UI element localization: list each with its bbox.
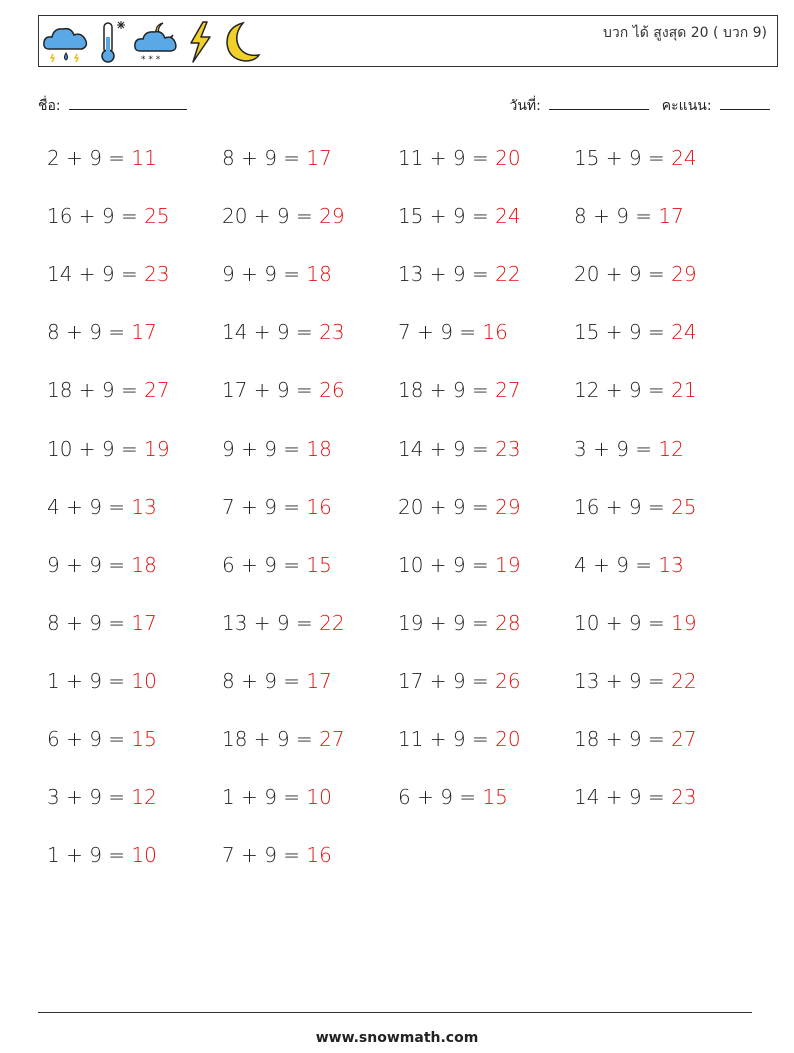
problem-question: 18 + 9 = [574, 727, 672, 751]
problem-question: 1 + 9 = [47, 843, 132, 868]
problem-question: 13 + 9 = [398, 262, 496, 287]
problem-item [398, 495, 521, 519]
problem-answer: 24 [671, 146, 697, 170]
problem-answer: 27 [319, 727, 345, 751]
problem-answer: 16 [306, 843, 332, 868]
problem-question: 20 + 9 = [574, 262, 672, 287]
date-blank[interactable] [549, 97, 649, 110]
problem-item [398, 204, 521, 228]
problem-item [47, 669, 157, 693]
problem-question: 14 + 9 = [398, 436, 496, 461]
problem-item [398, 785, 508, 809]
problem-question: 8 + 9 = [222, 146, 307, 170]
problem-item [398, 669, 521, 693]
problem-question: 1 + 9 = [222, 785, 307, 810]
problem-answer: 17 [131, 610, 157, 635]
problem-question: 13 + 9 = [222, 610, 320, 635]
thermometer-icon [95, 19, 129, 65]
problem-item [47, 785, 157, 809]
problem-answer: 10 [131, 668, 157, 693]
problem-question: 6 + 9 = [222, 552, 307, 577]
problem-answer: 23 [144, 262, 170, 287]
problem-item [574, 785, 697, 809]
problem-answer: 10 [306, 785, 332, 810]
problem-answer: 10 [131, 843, 157, 868]
problem-answer: 29 [495, 494, 521, 519]
problem-question: 8 + 9 = [47, 320, 132, 345]
problem-item [222, 785, 332, 809]
problem-answer: 25 [144, 204, 170, 229]
problem-question: 18 + 9 = [398, 378, 496, 403]
problem-item [47, 378, 170, 402]
problem-answer: 26 [495, 668, 521, 693]
problem-question: 8 + 9 = [47, 610, 132, 635]
problem-item [222, 495, 332, 519]
problem-question: 9 + 9 = [222, 262, 307, 287]
problem-item [398, 262, 521, 286]
problem-answer: 27 [495, 378, 521, 403]
problem-answer: 16 [482, 320, 508, 345]
problem-item [398, 378, 521, 402]
problem-item [574, 262, 697, 286]
problem-answer: 29 [319, 204, 345, 229]
problem-question: 14 + 9 = [222, 320, 320, 345]
problem-item [222, 146, 332, 170]
rain-cloud-icon [41, 19, 91, 65]
name-blank[interactable] [69, 97, 187, 110]
problem-answer: 15 [306, 552, 332, 577]
problem-answer: 19 [671, 610, 697, 635]
problem-question: 12 + 9 = [574, 378, 672, 403]
problem-question: 10 + 9 = [398, 552, 496, 577]
problem-item [47, 495, 157, 519]
problem-item [222, 727, 345, 751]
problem-answer: 19 [144, 436, 170, 461]
worksheet-header [38, 15, 778, 67]
problem-answer: 16 [306, 494, 332, 519]
problem-answer: 17 [306, 146, 332, 170]
problem-answer: 26 [319, 378, 345, 403]
problem-item [222, 204, 345, 228]
problem-answer: 24 [495, 204, 521, 229]
problem-item [222, 669, 332, 693]
problem-item [574, 204, 684, 228]
problem-question: 7 + 9 = [222, 494, 307, 519]
problem-item [574, 611, 697, 635]
footer-url: www.snowmath.com [315, 1030, 479, 1046]
problem-question: 11 + 9 = [398, 727, 496, 751]
problem-item [574, 146, 697, 170]
problem-answer: 18 [306, 436, 332, 461]
problem-question: 6 + 9 = [398, 785, 483, 810]
problem-question: 10 + 9 = [574, 610, 672, 635]
problem-item [47, 727, 157, 751]
problem-answer: 11 [131, 146, 157, 170]
problem-answer: 27 [144, 378, 170, 403]
worksheet-title: บวก ได้ สูงสุด 20 ( บวก 9) [603, 25, 767, 41]
problem-question: 17 + 9 = [222, 378, 320, 403]
problem-answer: 12 [658, 436, 684, 461]
crescent-moon-icon [219, 19, 261, 65]
footer-divider [38, 1012, 752, 1013]
problem-answer: 22 [671, 668, 697, 693]
problem-item [398, 611, 521, 635]
score-label: คะแนน: [661, 98, 712, 114]
problem-answer: 15 [131, 727, 157, 751]
problem-question: 16 + 9 = [574, 494, 672, 519]
problem-item [222, 611, 345, 635]
snow-cloud-moon-icon [133, 19, 181, 65]
problem-answer: 25 [671, 494, 697, 519]
problem-item [222, 553, 332, 577]
problem-item [222, 378, 345, 402]
problem-answer: 23 [671, 785, 697, 810]
problem-answer: 13 [658, 552, 684, 577]
problem-question: 2 + 9 = [47, 146, 132, 170]
problem-answer: 15 [482, 785, 508, 810]
problem-answer: 23 [495, 436, 521, 461]
problem-item [222, 843, 332, 867]
problem-item [47, 204, 170, 228]
problem-question: 20 + 9 = [222, 204, 320, 229]
problem-item [398, 320, 508, 344]
problem-question: 14 + 9 = [47, 262, 145, 287]
problem-question: 1 + 9 = [47, 668, 132, 693]
problem-answer: 17 [131, 320, 157, 345]
problem-question: 3 + 9 = [47, 785, 132, 810]
problem-item [47, 611, 157, 635]
problem-answer: 23 [319, 320, 345, 345]
problem-question: 8 + 9 = [222, 668, 307, 693]
problem-item [47, 437, 170, 461]
problem-item [398, 727, 521, 751]
lightning-icon [185, 19, 215, 65]
problem-answer: 22 [495, 262, 521, 287]
problem-question: 7 + 9 = [222, 843, 307, 868]
date-label: วันที่: [509, 98, 541, 114]
problem-item [398, 553, 521, 577]
problem-item [574, 727, 697, 751]
problem-item [574, 495, 697, 519]
score-blank[interactable] [720, 97, 770, 110]
problem-item [574, 553, 684, 577]
problem-answer: 22 [319, 610, 345, 635]
problem-question: 17 + 9 = [398, 668, 496, 693]
problem-question: 11 + 9 = [398, 146, 496, 170]
problem-question: 9 + 9 = [222, 436, 307, 461]
problem-item [47, 262, 170, 286]
problem-item [574, 437, 684, 461]
problem-question: 3 + 9 = [574, 436, 659, 461]
problem-answer: 20 [495, 146, 521, 170]
problem-question: 8 + 9 = [574, 204, 659, 229]
problem-question: 16 + 9 = [47, 204, 145, 229]
problem-question: 18 + 9 = [47, 378, 145, 403]
problem-answer: 28 [495, 610, 521, 635]
problem-answer: 13 [131, 494, 157, 519]
problem-question: 15 + 9 = [574, 146, 672, 170]
problem-answer: 24 [671, 320, 697, 345]
problem-answer: 19 [495, 552, 521, 577]
problem-item [47, 320, 157, 344]
problem-item [47, 843, 157, 867]
svg-text:* * *: * * * [141, 55, 161, 65]
problem-question: 15 + 9 = [398, 204, 496, 229]
problem-answer: 17 [306, 668, 332, 693]
problem-question: 10 + 9 = [47, 436, 145, 461]
problem-item [222, 320, 345, 344]
problem-answer: 18 [306, 262, 332, 287]
weather-icons [41, 19, 261, 65]
problem-item [47, 146, 157, 170]
problem-item [398, 437, 521, 461]
problem-item [574, 320, 697, 344]
problem-question: 19 + 9 = [398, 610, 496, 635]
problem-answer: 21 [671, 378, 697, 403]
problem-answer: 17 [658, 204, 684, 229]
problem-item [574, 378, 697, 402]
problem-answer: 18 [131, 552, 157, 577]
problem-question: 7 + 9 = [398, 320, 483, 345]
problem-question: 18 + 9 = [222, 727, 320, 751]
problem-item [222, 437, 332, 461]
problem-question: 4 + 9 = [574, 552, 659, 577]
problem-answer: 12 [131, 785, 157, 810]
problem-question: 14 + 9 = [574, 785, 672, 810]
problem-item [574, 669, 697, 693]
problem-answer: 29 [671, 262, 697, 287]
problem-question: 20 + 9 = [398, 494, 496, 519]
problem-question: 9 + 9 = [47, 552, 132, 577]
problem-item [398, 146, 521, 170]
problem-item [47, 553, 157, 577]
problem-question: 6 + 9 = [47, 727, 132, 751]
date-score-fields [509, 95, 770, 117]
problem-question: 15 + 9 = [574, 320, 672, 345]
problem-question: 4 + 9 = [47, 494, 132, 519]
problem-item [222, 262, 332, 286]
name-field [38, 95, 187, 117]
problem-question: 13 + 9 = [574, 668, 672, 693]
problem-answer: 27 [671, 727, 697, 751]
problem-answer: 20 [495, 727, 521, 751]
name-label: ชื่อ: [38, 98, 61, 114]
